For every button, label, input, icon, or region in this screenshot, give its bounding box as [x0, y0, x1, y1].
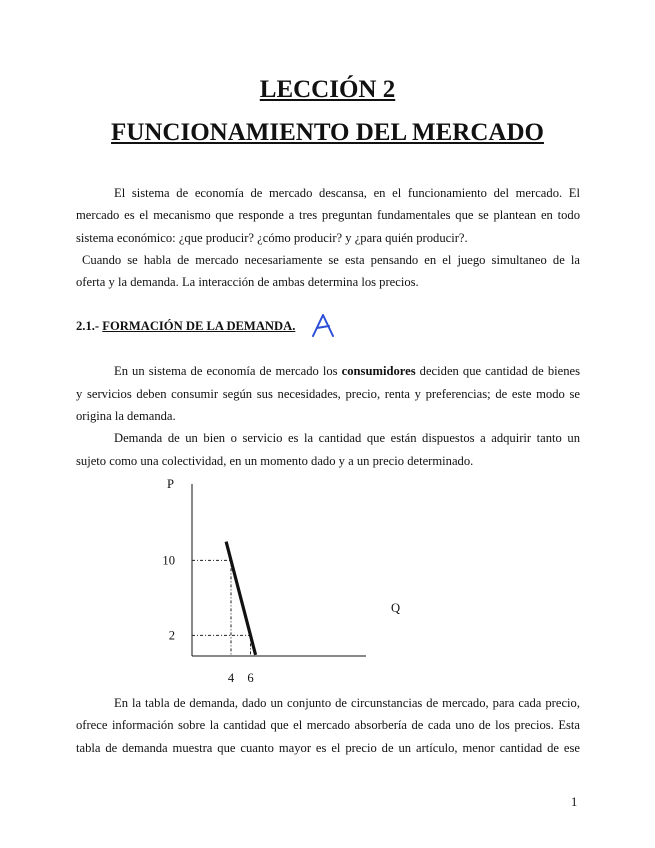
- text-line: Demanda de un bien o servicio es la cantidad que están dispuestos a adquirir tanto un: [114, 431, 580, 445]
- marker-stroke: [313, 315, 333, 336]
- page-number: 1: [571, 795, 578, 809]
- text-line: El sistema de economía de mercado descansa, en el funcionamiento del mercado. El: [114, 186, 580, 200]
- text-line: Cuando se habla de mercado necesariamente se esta pensando en el juego simultaneo de la: [82, 253, 580, 267]
- text-run: En un sistema de economía de mercado los: [114, 364, 342, 378]
- text-line: sujeto como una colectividad, en un momento dado y a un precio determinado.: [76, 454, 474, 468]
- text-line: y servicios deben consumir según sus necesidades, precio, renta y preferencias; de este modo se: [76, 387, 580, 401]
- y-axis-label: P: [167, 477, 175, 491]
- text-line: oferta y la demanda. La interacción de ambas determina los precios.: [76, 275, 419, 289]
- y-tick-label: 10: [162, 553, 175, 568]
- bold-term: consumidores: [341, 364, 416, 378]
- demand-chart: [140, 472, 440, 692]
- x-tick-label: 4: [227, 671, 235, 685]
- text-line: En la tabla de demanda, dado un conjunto de circunstancias de mercado, para cada precio,: [114, 696, 580, 710]
- x-axis-label: Q: [391, 601, 401, 615]
- section-number: 2.1.-: [76, 319, 100, 333]
- section-title: FORMACIÓN DE LA DEMANDA.: [102, 319, 296, 333]
- x-tick-label: 6: [247, 671, 254, 685]
- page-title: FUNCIONAMIENTO DEL MERCADO: [111, 119, 544, 146]
- y-tick-label: 2: [168, 628, 175, 643]
- text-line: origina la demanda.: [76, 409, 176, 423]
- handwritten-a-mark-icon: [311, 313, 335, 337]
- text-run: deciden que cantidad de bienes: [415, 364, 580, 378]
- text-line: tabla de demanda muestra que cuanto mayor es el precio de un artículo, menor cantidad de ese: [76, 741, 580, 755]
- lesson-heading: LECCIÓN 2: [259, 76, 396, 103]
- text-line: mercado es el mecanismo que responde a tres preguntan fundamentales que se plantean en todo: [76, 208, 580, 222]
- guide-lines: [192, 560, 251, 656]
- text-line: [76, 360, 580, 383]
- section-heading: [76, 319, 295, 334]
- text-line: ofrece información sobre la cantidad que el mercado absorbería de cada uno de los precios. Esta: [76, 718, 580, 732]
- text-line: sistema económico: ¿que producir? ¿cómo producir? y ¿para quién producir?.: [76, 231, 468, 245]
